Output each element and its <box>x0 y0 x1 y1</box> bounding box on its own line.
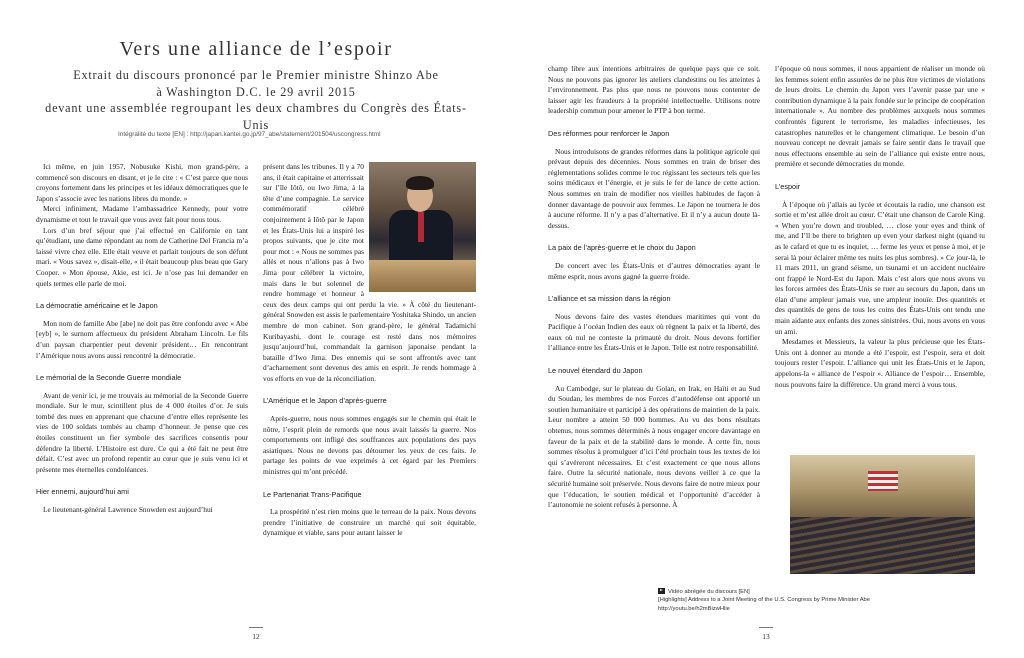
photo-tie <box>418 212 424 242</box>
paragraph: La prospérité n’est rien moins que le terreau de la paix. Nous devons prendre l’initiative de construire un marché qui soit équitable, dynamique et viable, sans pour autant laisser le <box>263 507 476 538</box>
paragraph: À l’époque où j’allais au lycée et écoutais la radio, une chanson est sortie et m’est allée droit au cœur. C’était une chanson de Carole King. « When you’re down and troubled, … close your eyes and think of me, and I’ll be there to brighten up even your darkest night (quand tu as le cafard et que tu es inquiet, … ferme les yeux et pense à moi, et je serai là pour éclairer même tes nuits les plus sombres). » Ce jour-là, le 11 mars 2011, un grand séisme, un tsunami et un accident nucléaire ont frappé le Nord-Est du Japon. Mais c’est alors que nous avons vu les forces armées des États-Unis se ruer au secours du Japon, dans un élan d’une ampleur jamais vue, une ampleur inouïe. Des quantités et des quantités de gens de tous les coins des États-Unis ont tendu une main aidante aux enfants des zones sinistrées. Oui, nous avons en vous un ami. <box>775 199 985 336</box>
paragraph: Ici même, en juin 1957, Nobusuke Kishi, mon grand-père, a commencé son discours en disant, et je le cite : « C’est parce que nous croyons fortement dans les principes et les idéaux démocratiques que le Japon s’associe avec les nations libres du monde. » <box>36 162 248 203</box>
article-title: Vers une alliance de l’espoir <box>119 38 393 60</box>
page-number-left: 12 <box>246 627 266 641</box>
video-caption <box>658 588 870 613</box>
subtitle-line: Extrait du discours prononcé par le Premier ministre Shinzo Abe <box>73 68 439 82</box>
section-heading: La paix de l’après-guerre et le choix du Japon <box>548 243 696 253</box>
paragraph: l’époque où nous sommes, il nous appartient de réaliser un monde où les femmes soient enfin assurées de ne plus être victimes de violations de leurs droits. Le chemin du Japon vers l’avenir passe par une « contribution dynamique à la paix fondée sur le principe de coopération internationale ». Au nombre des problèmes auxquels nous sommes confrontés figurent le terrorisme, les maladies infectieuses, les catastrophes naturelles et le changement climatique. Le besoin d’un nouveau concept ne devrait jamais se faire sentir dans le travail que nous effectuons ensemble au sein de l’alliance qui existe entre nous, première et seconde démocraties du monde. <box>775 64 985 169</box>
abe-speech-photo <box>369 162 476 292</box>
photo-podium <box>369 260 476 292</box>
right-column-1 <box>548 64 760 511</box>
paragraph: Au Cambodge, sur le plateau du Golan, en Irak, en Haïti et au Sud du Soudan, les membres de nos Forces d’autodéfense ont apporté un soutien humanitaire et participé à des opérations de maintien de la paix. Leur nombre a atteint 50 000 hommes. Au vu des bons résultats obtenus, nous sommes déterminés à nous engager encore davantage en faveur de la paix et de la stabilité dans le monde. À cette fin, nous sommes résolus à promulguer d’ici l’été prochain tous les textes de loi qui s’avéreront nécessaires. Et c’est exactement ce que nous allons faire. Outre la sécurité nationale, nous devons veiller à ce que la sécurité humaine soit préservée. Nous devons faire de notre mieux pour que l’éducation, le soutien médical et l’opportunité d’accéder à l’autonomie ne soient refusés à personne. À <box>548 383 761 510</box>
paragraph: Avant de venir ici, je me trouvais au mémorial de la Seconde Guerre mondiale. Sur le mur, scintillent plus de 4 000 étoiles d’or. Je suis tombé des nues en apprenant que chacune d’entre elles représente les vies de 100 soldats tombés au champ d’honneur. Je pense que ces étoiles constituent un fier symbole des sacrifices consentis pour défendre la liberté. L’Histoire est dure. Ce qui a été fait ne peut être défait. C’est avec un profond repentir au cœur que je suis venu ici et présente mes éternelles condoléances. <box>36 390 248 474</box>
video-link[interactable]: http://youtu.be/h2mBizwHlie <box>658 605 730 612</box>
video-description: [Highlights] Address to a Joint Meeting of the U.S. Congress by Prime Minister Abe <box>658 597 871 604</box>
paragraph: Le lieutenant-général Lawrence Snowden est aujourd’hui <box>43 505 213 515</box>
paragraph: De concert avec les États-Unis et d’autres démocraties ayant le même esprit, nous avons gagné la guerre froide. <box>548 260 760 281</box>
section-heading: L’Amérique et le Japon d’après-guerre <box>263 396 387 406</box>
video-label: Vidéo abrégée du discours [EN] <box>668 589 750 595</box>
paragraph: Après-guerre, nous nous sommes engagés sur le chemin qui était le nôtre, l’esprit plein de remords que nous avait laissés la guerre. Nos comportements ont infligé des souffrances aux populations des pays asiatiques. Nous ne devons pas détourner les yeux de ces faits. Je partage les points de vue exprimés à cet égard par les Premiers ministres qui m’ont précédé. <box>263 414 476 477</box>
paragraph: Lors d’un bref séjour que j’ai effectué en Californie en tant qu’étudiant, une dame répondant au nom de Catherine Del Francia m’a laissé vivre chez elle. Elle était veuve et parlait toujours de son défunt mari. « Vous savez », disait-elle, « il était beaucoup plus beau que Gary Cooper. » Mon épouse, Akie, est ici. Je n’ose pas lui demander en quels termes elle parle de moi. <box>36 225 248 288</box>
photo-hair <box>406 176 434 190</box>
photo-audience <box>790 517 975 574</box>
section-heading: Le nouvel étendard du Japon <box>548 366 643 376</box>
page-number-right: 13 <box>756 627 776 641</box>
paragraph: présent dans les tribunes. Il y a 70 ans, il était capitaine et atterrissait sur l’île Iôtô, ou Iwo Jima, à la tête d’une compagnie. Le service commémoratif célébré conjointement à Iôtô par le Japon et les États-Unis lui a inspiré les propos suivants, que je cite mot pour mot : « Nous ne sommes pas allés et nous n’allons pas à Iwo Jima pour célébrer la victoire, mais dans le but solennel de rendre hommage et honneur à ceux des deux camps qui ont perdu la vie. » À côté du lieutenant-général Snowden est assis le parlementaire Yoshitaka Shindo, un ancien membre de mon cabinet. Son grand-père, le général Tadamichi Kuribayashi, dont le courage est resté dans nos mémoires jusqu’aujourd’hui, commandait la garnison japonaise pendant la bataille d’Iwo Jima. Des ennemis qui se sont affrontés avec tant d’acharnement sont devenus des amis en esprit. Je rends hommage à vos efforts en vue de la réconciliation. <box>263 162 476 383</box>
section-heading: L’espoir <box>775 181 801 191</box>
paragraph: Mon nom de famille Abe [abe] ne doit pas être confondu avec « Abe [eyb] », le surnom affectueux du président Abraham Lincoln. Le fils d’un paysan charpentier peut devenir président… En rencontrant l’Amérique nous avons aussi rencontré la démocratie. <box>36 318 248 360</box>
left-column-2 <box>263 162 476 539</box>
paragraph: Nous devons faire des vastes étendues maritimes qui vont du Pacifique à l’océan Indien des eaux où règnent la paix et la liberté, des eaux où nul ne conteste la primauté du droit. Nous devons fortifier l’alliance entre les États-Unis et le Japon. Telle est notre responsabilité. <box>548 311 760 353</box>
photo-flag <box>868 471 898 491</box>
video-title[interactable] <box>658 588 870 596</box>
section-heading: Le mémorial de la Seconde Guerre mondiale <box>36 373 182 383</box>
left-column-1 <box>36 162 248 516</box>
section-heading: Hier ennemi, aujourd’hui ami <box>36 487 129 497</box>
paragraph: Nous introduisons de grandes réformes dans la politique agricole qui prévaut depuis des décennies. Nous sommes en train de briser des réglementations solides comme le roc régissant les secteurs tels que les soins médicaux et l’énergie, et je suis le fer de lance de cette action. Nous sommes en train de modifier nos vieilles habitudes de façon à donner davantage de pouvoir aux femmes. Le Japon ne tournera le dos à aucune réforme. Il n’y a pas d’alternative. Et il n’y a aucun doute là-dessus. <box>548 146 760 230</box>
subtitle-line: à Washington D.C. le 29 avril 2015 <box>156 84 356 99</box>
section-heading: Le Partenariat Trans-Pacifique <box>263 489 362 499</box>
right-column-2 <box>775 64 985 390</box>
source-link[interactable]: Intégralité du texte [EN] : http://japan.kantei.go.jp/97_abe/statement/201504/uscongress.html <box>118 131 381 138</box>
page-right <box>512 0 1024 658</box>
section-heading: L’alliance et sa mission dans la région <box>548 294 671 304</box>
play-icon[interactable] <box>658 588 665 594</box>
subtitle-line: devant une assemblée regroupant les deux chambres du Congrès des États-Unis <box>45 101 467 132</box>
paragraph: Mesdames et Messieurs, la valeur la plus précieuse que les États-Unis ont à donner au monde a été l’espoir, est l’espoir, sera et doit toujours rester l’espoir. L’alliance qui unit les États-Unis et le Japon, appelons-la « alliance de l’espoir ». Alliance de l’espoir… Ensemble, nous pouvons faire la différence. Un grand merci à vous tous. <box>775 337 985 389</box>
congress-photo <box>790 455 975 574</box>
article-subtitle <box>36 67 476 133</box>
paragraph: champ libre aux intentions arbitraires de quelque pays que ce soit. Nous ne pouvons pas ignorer les ateliers clandestins ou les atteintes à l’environnement. Pas plus que nous ne pouvons nous contenter de laisser agir les fraudeurs à la propriété intellectuelle. Utilisons notre leadership commun pour amener le PTP à bon terme. <box>548 64 760 116</box>
section-heading: Des réformes pour renforcer le Japon <box>548 128 670 138</box>
section-heading: La démocratie américaine et le Japon <box>36 301 158 311</box>
paragraph: Merci infiniment, Madame l’ambassadrice Kennedy, pour votre dynamisme et tout le travail que vous avez fait pour nous tous. <box>36 204 248 224</box>
